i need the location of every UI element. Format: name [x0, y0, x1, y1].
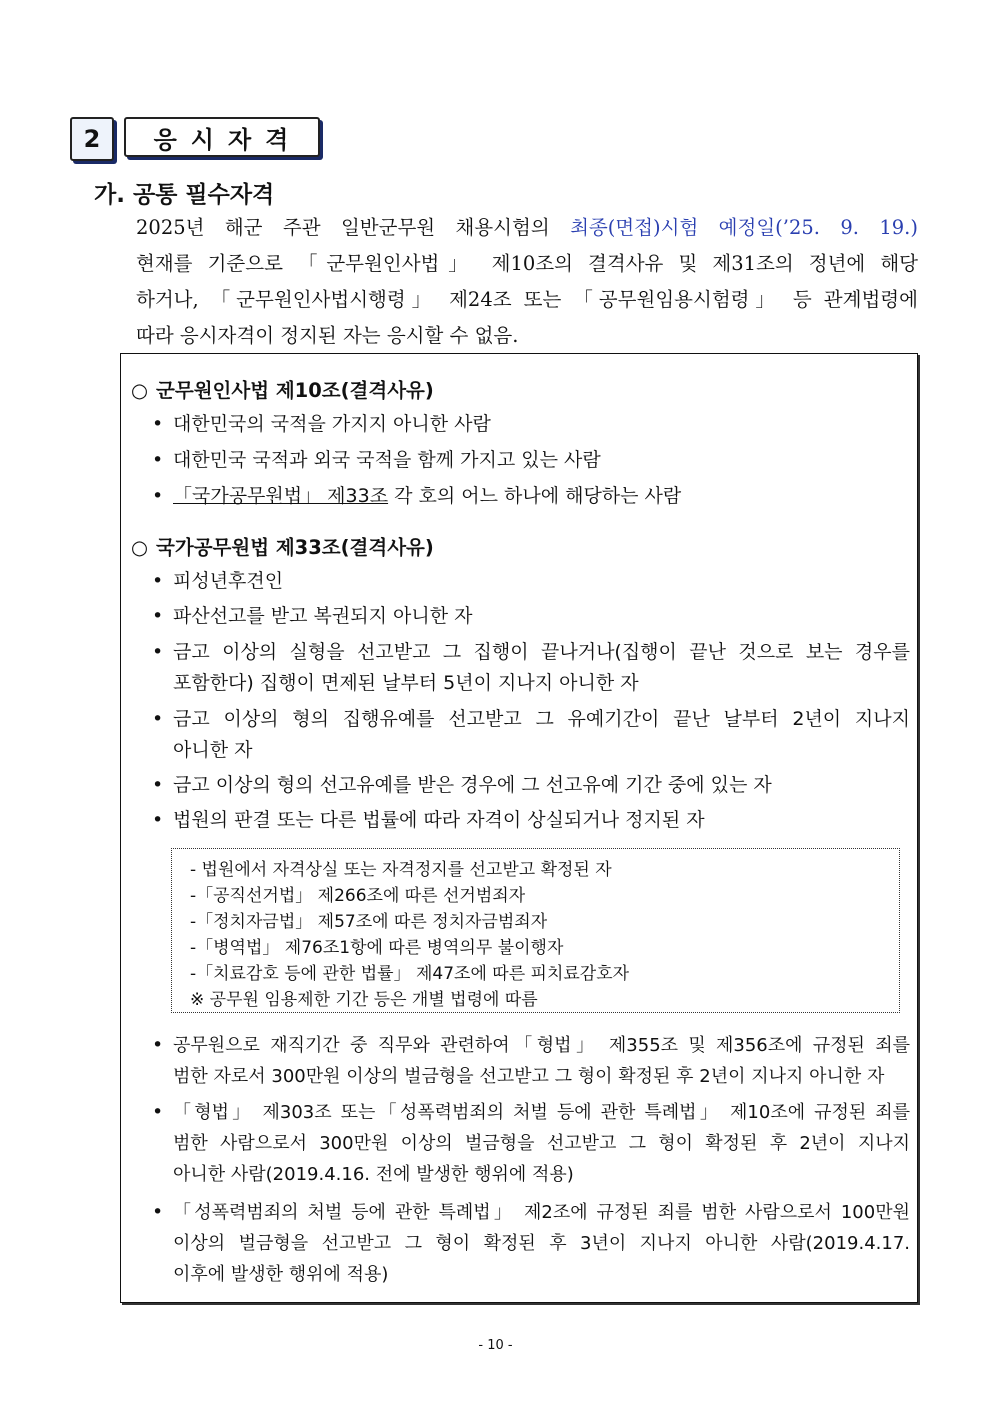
bullet-icon: • [152, 449, 164, 471]
intro-line-1 [136, 210, 918, 246]
list-item [152, 1197, 910, 1290]
item-text [173, 481, 910, 512]
list-item [152, 481, 910, 512]
bullet-icon: • [152, 809, 164, 831]
item-text-cont: 아니한 자 [173, 739, 253, 761]
heading-text: 국가공무원법 제33조(결격사유) [156, 536, 434, 559]
item-text-cont: 이상의 벌금형을 선고받고 그 형이 확정된 후 3년이 지나지 아니한 사람(2019.4.17. [173, 1233, 910, 1254]
sub-detail-note: ※ 공무원 임용제한 기간 등은 개별 법령에 따름 [190, 990, 538, 1010]
heading-text: 군무원인사법 제10조(결격사유) [156, 379, 434, 402]
page-number: - 10 - [478, 1338, 513, 1353]
item-text: 파산선고를 받고 복권되지 아니한 자 [173, 605, 473, 627]
list-item [152, 805, 910, 836]
list-item [152, 445, 910, 476]
circle-bullet-icon: ○ [131, 536, 149, 559]
intro-paragraph [136, 210, 918, 354]
list-item [152, 566, 910, 597]
item-text: 금고 이상의 형의 집행유예를 선고받고 그 유예기간이 끝난 날부터 2년이 지나지 [173, 708, 910, 730]
item-text: 대한민국 국적과 외국 국적을 함께 가지고 있는 사람 [173, 449, 601, 471]
item-text-rest: 각 호의 어느 하나에 해당하는 사람 [388, 485, 682, 507]
sub-detail-line: -「공직선거법」 제266조에 따른 선거범죄자 [190, 886, 526, 906]
section-number: 2 [70, 117, 114, 161]
bullet-icon: • [152, 708, 164, 730]
heading-national-civil-servant-act [131, 532, 434, 560]
exam-date-highlight: 최종(면접)시험 예정일(’25. 9. 19.) [570, 216, 918, 239]
bullet-icon: • [152, 570, 164, 592]
list-item [152, 637, 910, 699]
item-text-cont: 이후에 발생한 행위에 적용) [173, 1264, 389, 1285]
bullet-icon: • [152, 1034, 164, 1056]
sub-detail-line: -「병역법」 제76조1항에 따른 병역의무 불이행자 [190, 938, 564, 958]
item-text: 피성년후견인 [173, 570, 284, 592]
bullet-icon: • [152, 641, 164, 663]
section-title: 응시자격 [124, 117, 320, 157]
law-reference-link[interactable]: 「국가공무원법」 제33조 [173, 485, 389, 507]
item-text: 금고 이상의 실형을 선고받고 그 집행이 끝나거나(집행이 끝난 것으로 보는 경우를 [173, 641, 910, 663]
item-text: 「성폭력범죄의 처벌 등에 관한 특례법」 제2조에 규정된 죄를 범한 사람으로서 100만원 [173, 1202, 910, 1223]
heading-civil-servant-act [131, 375, 434, 403]
bullet-icon: • [152, 413, 164, 435]
list-item [152, 704, 910, 766]
bullet-icon: • [152, 1101, 164, 1123]
list-item [152, 1030, 910, 1092]
intro-line-3: 하거나, 「군무원인사법시행령」 제24조 또는 「공무원임용시험령」 등 관계법령에 [136, 288, 918, 311]
item-text-cont: 포함한다) 집행이 면제된 날부터 5년이 지나지 아니한 자 [173, 672, 639, 694]
bullet-icon: • [152, 485, 164, 507]
item-text: 「형법」 제303조 또는「성폭력범죄의 처벌 등에 관한 특례법」 제10조에 규정된 죄를 [173, 1102, 910, 1123]
sub-detail-line: -「정치자금법」 제57조에 따른 정치자금범죄자 [190, 912, 548, 932]
sub-details-box [171, 848, 900, 1013]
intro-text: 2025년 해군 주관 일반군무원 채용시험의 [136, 216, 571, 239]
subheading: 가. 공통 필수자격 [94, 182, 275, 208]
circle-bullet-icon: ○ [131, 379, 149, 402]
item-text: 법원의 판결 또는 다른 법률에 따라 자격이 상실되거나 정지된 자 [173, 809, 705, 831]
list-item [152, 601, 910, 632]
list-item [152, 1097, 910, 1190]
item-text-cont: 범한 사람으로서 300만원 이상의 벌금형을 선고받고 그 형이 확정된 후 2년이 지나지 [173, 1133, 910, 1154]
sub-detail-line: -「치료감호 등에 관한 법률」 제47조에 따른 피치료감호자 [190, 964, 630, 984]
list-item [152, 770, 910, 801]
bullet-icon: • [152, 1201, 164, 1223]
list-item [152, 409, 910, 440]
item-text: 공무원으로 재직기간 중 직무와 관련하여「형법」 제355조 및 제356조에 규정된 죄를 [173, 1035, 910, 1056]
item-text: 금고 이상의 형의 선고유예를 받은 경우에 그 선고유예 기간 중에 있는 자 [173, 774, 772, 796]
bullet-icon: • [152, 605, 164, 627]
item-text-cont: 범한 자로서 300만원 이상의 벌금형을 선고받고 그 형이 확정된 후 2년이 지나지 아니한 자 [173, 1066, 885, 1087]
bullet-icon: • [152, 774, 164, 796]
intro-line-4: 따라 응시자격이 정지된 자는 응시할 수 없음. [136, 324, 519, 347]
intro-line-2: 현재를 기준으로 「군무원인사법」 제10조의 결격사유 및 제31조의 정년에 해당 [136, 252, 918, 275]
item-text: 대한민국의 국적을 가지지 아니한 사람 [173, 413, 491, 435]
section-header [70, 117, 330, 163]
sub-detail-line: - 법원에서 자격상실 또는 자격정지를 선고받고 확정된 자 [190, 860, 612, 880]
item-text-cont: 아니한 사람(2019.4.16. 전에 발생한 행위에 적용) [173, 1164, 574, 1185]
